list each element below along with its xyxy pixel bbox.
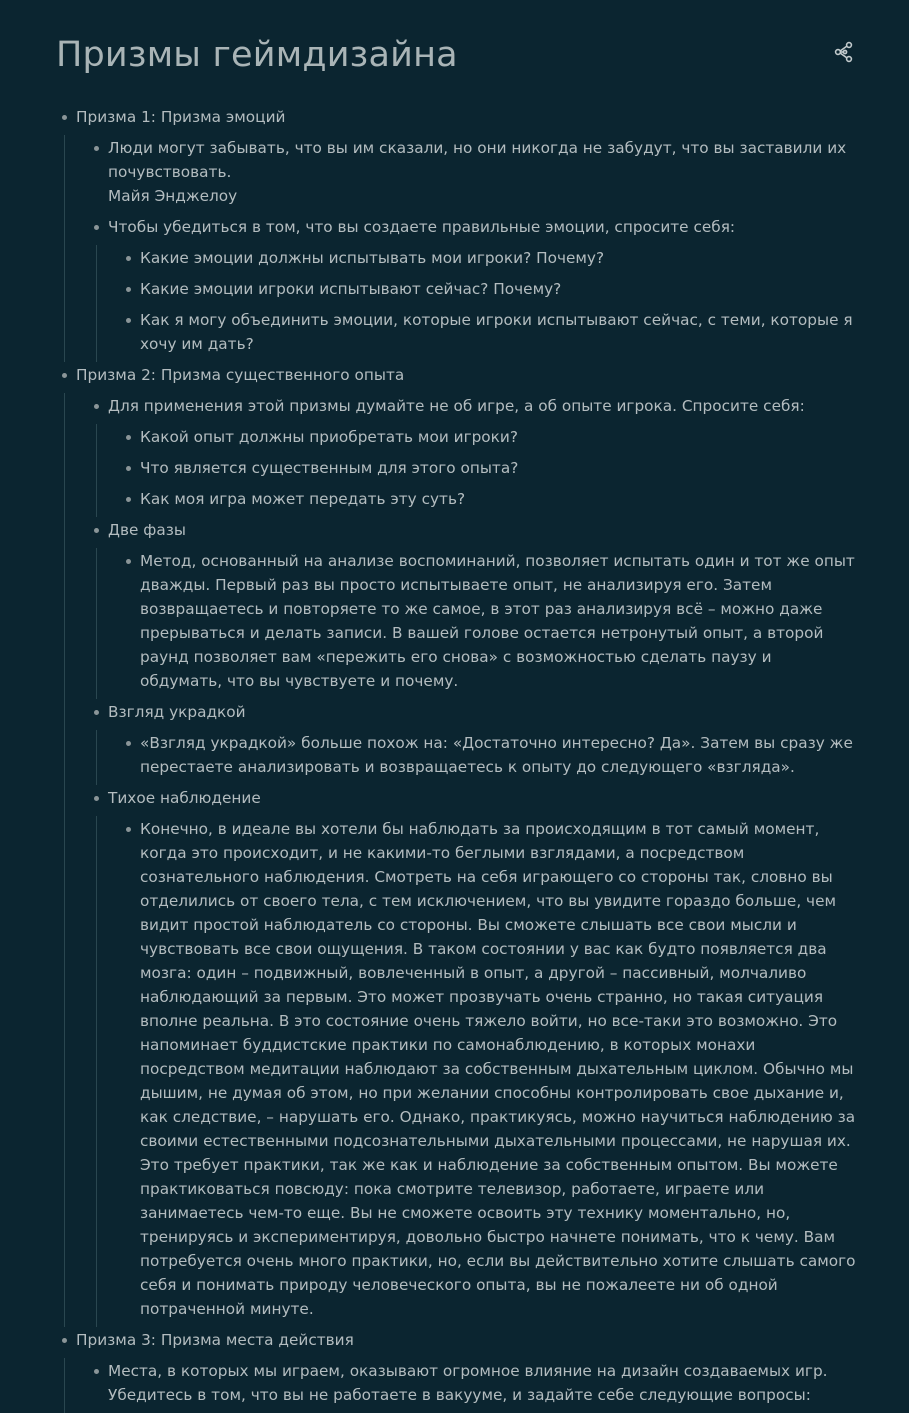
outline-child-list (88, 135, 856, 362)
outline-row[interactable] (88, 699, 856, 730)
bullet-dot-icon[interactable] (126, 559, 131, 564)
outline-child-list (88, 393, 856, 1327)
outline-item-text: Какой опыт должны приобретать мои игроки? (140, 428, 518, 446)
outline-item-text: Какие эмоции игроки испытывают сейчас? Почему? (140, 280, 562, 298)
outline-item-text: Как моя игра может передать эту суть? (140, 490, 466, 508)
outline-row[interactable] (120, 486, 856, 517)
bullet-dot-icon[interactable] (126, 435, 131, 440)
outline-item (88, 517, 856, 699)
outline-child-list (120, 816, 856, 1327)
indent-guide (96, 816, 856, 1327)
outline-item-text: Места, в которых мы играем, оказывают огромное влияние на дизайн создаваемых игр. Убедитесь в том, что вы не работаете в вакууме, и задайте себе следующие вопросы: (108, 1362, 828, 1404)
outline-item-text: Для применения этой призмы думайте не об игре, а об опыте игрока. Спросите себя: (108, 397, 805, 415)
outline-row[interactable] (120, 730, 856, 785)
outline-item-text: Призма 2: Призма существенного опыта (76, 366, 405, 384)
outline-row[interactable] (120, 424, 856, 455)
bullet-dot-icon[interactable] (94, 225, 99, 230)
outline-item (120, 730, 856, 785)
outline-item-text: Две фазы (108, 521, 186, 539)
bullet-dot-icon[interactable] (126, 256, 131, 261)
outline-item-text: Тихое наблюдение (108, 789, 261, 807)
bullet-dot-icon[interactable] (94, 404, 99, 409)
outline-child-list (120, 424, 856, 517)
outline-row[interactable] (88, 1358, 856, 1413)
outline-child-list (120, 730, 856, 785)
outline-row[interactable] (88, 214, 856, 245)
outline-item-text: Призма 3: Призма места действия (76, 1331, 354, 1349)
outline-item-text: Конечно, в идеале вы хотели бы наблюдать за происходящим в тот самый момент, когда это происходит, и не какими-то беглыми взглядами, а посредством сознательного наблюдения. Смотреть на себя играющего со стороны так, словно вы отделились от своего тела, с тем исключением, что вы увидите гораздо больше, чем видит простой наблюдатель со стороны. Вы сможете слышать все свои мысли и чувствовать все свои ощущения. В таком состоянии у вас как будто появляется два мозга: один – подвижный, вовлеченный в опыт, а другой – пассивный, молчаливо наблюдающий за первым. Это может прозвучать очень странно, но такая ситуация вполне реальна. В это состояние очень тяжело войти, но все-таки это возможно. Это напоминает буддистские практики по самонаблюдению, в которых монахи посредством медитации наблюдают за собственным дыхательным циклом. Обычно мы дышим, не думая об этом, но при желании способны контролировать свое дыхание и, как следствие, – нарушать его. Однако, практикуясь, можно научиться наблюдению за своими естественными подсознательными дыхательными процессами, не нарушая их. Это требует практики, так же как и наблюдение за собственным опытом. Вы можете практиковаться повсюду: пока смотрите телевизор, работаете, играете или занимаетесь чем-то еще. Вы не сможете освоить эту технику моментально, но, тренируясь и экспериментируя, довольно быстро начнете понимать, что к чему. Вам потребуется очень много практики, но, если вы действительно хотите слышать самого себя и понимать природу человеческого опыта, вы не пожалеете ни об одной потраченной минуте. (140, 820, 856, 1318)
outline-item-text: Какие эмоции должны испытывать мои игроки? Почему? (140, 249, 605, 267)
indent-guide (96, 424, 856, 517)
outline-row[interactable] (120, 816, 856, 1327)
outline-item (120, 548, 856, 699)
bullet-dot-icon[interactable] (126, 827, 131, 832)
outline-item (88, 785, 856, 1327)
outline-item (88, 699, 856, 785)
bullet-dot-icon[interactable] (126, 466, 131, 471)
outline-tree (56, 104, 856, 1413)
outline-item (120, 245, 856, 276)
bullet-dot-icon[interactable] (126, 497, 131, 502)
outline-item-text: Чтобы убедиться в том, что вы создаете правильные эмоции, спросите себя: (108, 218, 736, 236)
outline-item (88, 214, 856, 362)
outline-item-text: Как я могу объединить эмоции, которые игроки испытывают сейчас, с теми, которые я хочу им дать? (140, 311, 853, 353)
outline-item (120, 276, 856, 307)
bullet-dot-icon[interactable] (94, 146, 99, 151)
outline-section (56, 1327, 856, 1413)
indent-guide (64, 1358, 856, 1413)
outline-child-list (88, 1358, 856, 1413)
outline-item (88, 1358, 856, 1413)
outline-row[interactable] (88, 135, 856, 214)
bullet-dot-icon[interactable] (62, 1338, 67, 1343)
outline-row[interactable] (56, 104, 856, 135)
indent-guide (64, 393, 856, 1327)
bullet-dot-icon[interactable] (62, 373, 67, 378)
outline-item-text: Что является существенным для этого опыта? (140, 459, 519, 477)
indent-guide (64, 135, 856, 362)
outline-item-text: Взгляд украдкой (108, 703, 246, 721)
outline-row[interactable] (56, 1327, 856, 1358)
outline-row[interactable] (88, 393, 856, 424)
outline-item (88, 135, 856, 214)
outline-row[interactable] (120, 548, 856, 699)
outline-section (56, 362, 856, 1327)
outline-row[interactable] (120, 455, 856, 486)
indent-guide (96, 245, 856, 362)
graph-view-icon[interactable] (832, 40, 856, 64)
bullet-dot-icon[interactable] (94, 1369, 99, 1374)
outline-child-list (120, 245, 856, 362)
outline-row[interactable] (120, 245, 856, 276)
outline-item-text: Люди могут забывать, что вы им сказали, но они никогда не забудут, что вы заставили их почувствовать. (108, 139, 847, 181)
page-title: Призмы геймдизайна (56, 35, 458, 75)
indent-guide (96, 548, 856, 699)
bullet-dot-icon[interactable] (126, 741, 131, 746)
outline-row[interactable] (120, 307, 856, 362)
indent-guide (96, 730, 856, 785)
outline-item (120, 455, 856, 486)
outline-child-list (120, 548, 856, 699)
outline-row[interactable] (88, 517, 856, 548)
outline-row[interactable] (120, 276, 856, 307)
outline-item (120, 307, 856, 362)
bullet-dot-icon[interactable] (94, 710, 99, 715)
outline-item (120, 424, 856, 455)
outline-item-text: Метод, основанный на анализе воспоминаний, позволяет испытать один и тот же опыт дважды. Первый раз вы просто испытываете опыт, не анализируя его. Затем возвращаетесь и повторяете то же самое, в этот раз анализируя всё – можно даже прерываться и делать записи. В вашей голове остается нетронутый опыт, а второй раунд позволяет вам «пережить его снова» с возможностью сделать паузу и обдумать, что вы чувствуете и почему. (140, 552, 855, 690)
outline-item (120, 816, 856, 1327)
outline-item-text: «Взгляд украдкой» больше похож на: «Достаточно интересно? Да». Затем вы сразу же перестаете анализировать и возвращаетесь к опыту до следующего «взгляда». (140, 734, 853, 776)
outline-item (88, 393, 856, 517)
outline-item (120, 486, 856, 517)
outline-root-list (56, 104, 856, 1413)
outline-section (56, 104, 856, 362)
quote-author: Майя Энджелоу (108, 187, 238, 205)
bullet-dot-icon[interactable] (126, 287, 131, 292)
bullet-dot-icon[interactable] (62, 115, 67, 120)
bullet-dot-icon[interactable] (94, 528, 99, 533)
outline-row[interactable] (56, 362, 856, 393)
outline-row[interactable] (88, 785, 856, 816)
bullet-dot-icon[interactable] (94, 796, 99, 801)
outline-item-text: Призма 1: Призма эмоций (76, 108, 286, 126)
bullet-dot-icon[interactable] (126, 318, 131, 323)
